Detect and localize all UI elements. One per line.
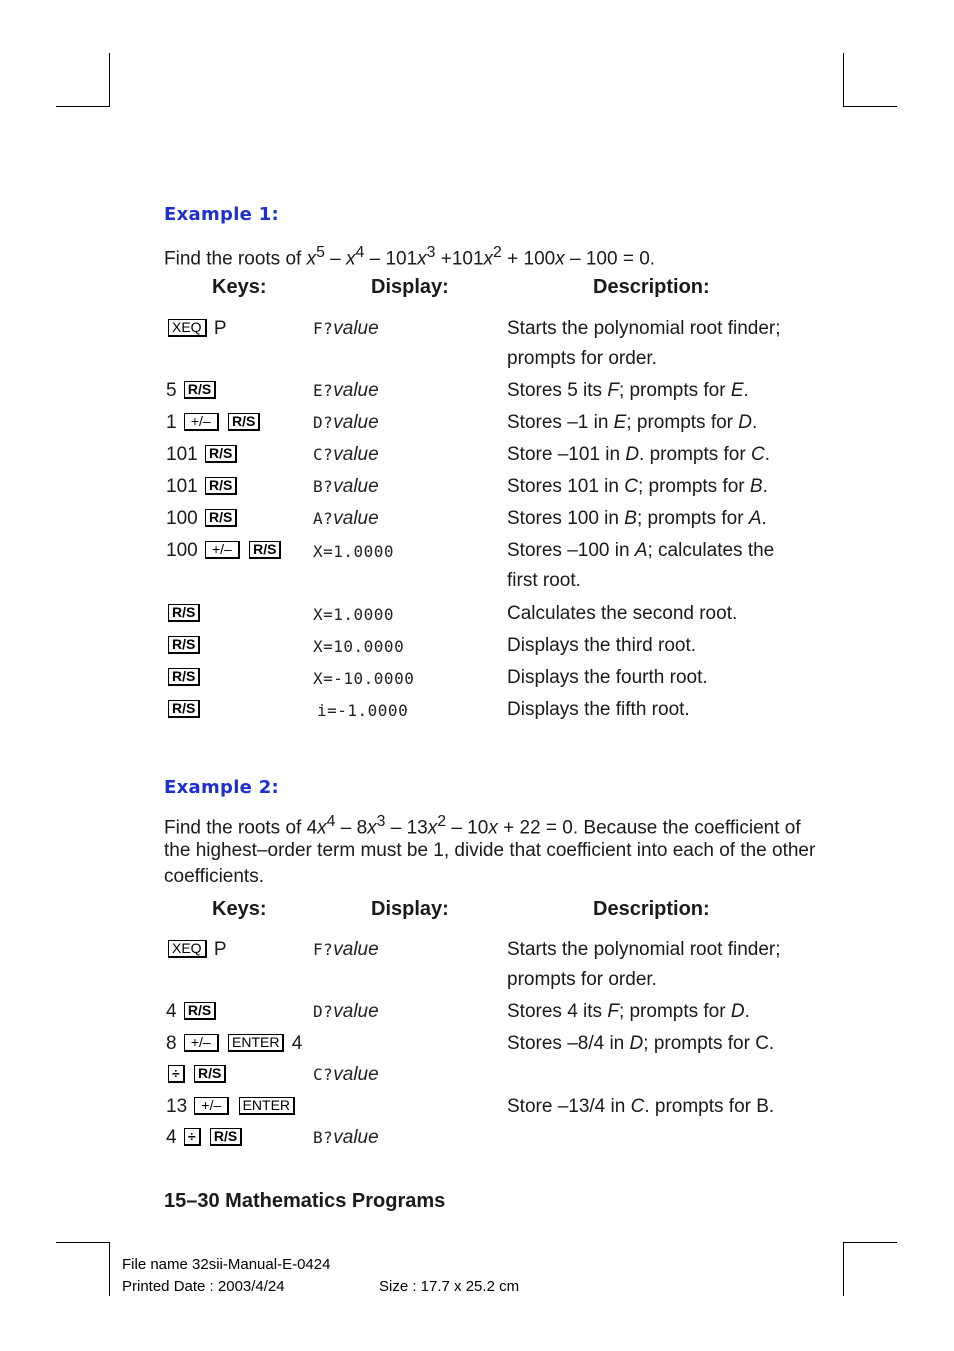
row-keys: 13 +/– ENTER (166, 1096, 297, 1118)
rs-key-icon: R/S (249, 541, 281, 559)
row-description: Calculates the second root. (507, 603, 738, 624)
example1-problem: Find the roots of $x^5 - x^4 - 101x^3 +101x^2 + 100x - 100 = 0$. (164, 244, 656, 270)
xeq-key-icon: XEQ (168, 319, 207, 337)
row-description: Stores 5 its F; prompts for E. (507, 380, 749, 401)
crop-mark (843, 106, 897, 107)
row-description: Store –13/4 in C. prompts for B. (507, 1096, 775, 1117)
display-header: Display: (371, 276, 449, 298)
enter-key-icon: ENTER (228, 1034, 284, 1052)
file-name: File name 32sii-Manual-E-0424 (122, 1256, 331, 1273)
row-description: Stores –1 in E; prompts for D. (507, 412, 758, 433)
rs-key-icon: R/S (184, 1002, 216, 1020)
row-description: prompts for order. (507, 348, 657, 369)
example2-problem: Find the roots of $4x^4 - 8x^3 - 13x^2 - 10x + 22 = 0$. Because the coefficient of (164, 813, 801, 839)
example2-problem-line: coefficients. (164, 866, 264, 887)
display-header: Display: (371, 898, 449, 920)
row-description: Displays the fifth root. (507, 699, 690, 720)
page-size: Size : 17.7 x 25.2 cm (379, 1278, 520, 1295)
row-description: Stores 101 in C; prompts for B. (507, 476, 768, 497)
row-keys: 5 R/S (166, 380, 218, 402)
row-display: B?value (313, 1127, 379, 1148)
example2-problem-line: the highest–order term must be 1, divide that coefficient into each of the other (164, 840, 816, 861)
row-description: Stores 100 in B; prompts for A. (507, 508, 767, 529)
row-keys: 100 R/S (166, 508, 239, 530)
row-description: Stores –100 in A; calculates the (507, 540, 775, 561)
rs-key-icon: R/S (168, 700, 200, 718)
example1-title: Example 1: (164, 204, 280, 225)
row-keys: 8 +/– ENTER 4 (166, 1033, 303, 1054)
rs-key-icon: R/S (210, 1128, 242, 1146)
crop-mark (109, 53, 110, 107)
enter-key-icon: ENTER (239, 1097, 295, 1115)
crop-mark (843, 1242, 897, 1243)
crop-mark (109, 1242, 110, 1296)
rs-key-icon: R/S (205, 477, 237, 495)
row-description: Starts the polynomial root finder; (507, 318, 781, 339)
description-header: Description: (593, 276, 710, 298)
row-display: B?value (313, 476, 379, 497)
crop-mark (56, 1242, 110, 1243)
keys-header: Keys: (212, 276, 267, 298)
rs-key-icon: R/S (205, 509, 237, 527)
change-sign-key-icon: +/– (194, 1097, 229, 1115)
row-keys (166, 1064, 228, 1086)
divide-key-icon: ÷ (168, 1065, 185, 1083)
example2-title: Example 2: (164, 777, 280, 798)
row-display: D?value (313, 412, 379, 433)
rs-key-icon: R/S (205, 445, 237, 463)
row-display: i=-1.0000 (317, 701, 409, 720)
row-keys: 101 R/S (166, 476, 239, 498)
row-keys: XEQ P (166, 318, 227, 340)
xeq-key-icon: XEQ (168, 940, 207, 958)
row-keys (166, 699, 202, 721)
row-description: Stores –8/4 in D; prompts for C. (507, 1033, 775, 1054)
change-sign-key-icon: +/– (184, 413, 219, 431)
row-keys (166, 667, 202, 689)
row-display: F?value (313, 939, 379, 960)
crop-mark (843, 1242, 844, 1296)
rs-key-icon: R/S (168, 668, 200, 686)
row-description: first root. (507, 570, 581, 591)
row-display: F?value (313, 318, 379, 339)
rs-key-icon: R/S (168, 604, 200, 622)
rs-key-icon: R/S (228, 413, 260, 431)
row-description: prompts for order. (507, 969, 657, 990)
row-description: Displays the fourth root. (507, 667, 708, 688)
row-description: Stores 4 its F; prompts for D. (507, 1001, 750, 1022)
crop-mark (56, 106, 110, 107)
row-display: A?value (313, 508, 379, 529)
keys-header: Keys: (212, 898, 267, 920)
row-display: C?value (313, 444, 379, 465)
change-sign-key-icon: +/– (205, 541, 240, 559)
row-description: Starts the polynomial root finder; (507, 939, 781, 960)
crop-mark (843, 53, 844, 107)
row-display: X=1.0000 (313, 605, 395, 624)
page-footer-title: 15–30 Mathematics Programs (164, 1190, 446, 1212)
rs-key-icon: R/S (168, 636, 200, 654)
row-display: X=1.0000 (313, 542, 395, 561)
row-description: Displays the third root. (507, 635, 697, 656)
rs-key-icon: R/S (184, 381, 216, 399)
divide-key-icon: ÷ (184, 1128, 201, 1146)
row-display: C?value (313, 1064, 379, 1085)
row-keys (166, 603, 202, 625)
row-keys: 1 +/– R/S (166, 412, 262, 434)
row-display: X=10.0000 (313, 637, 405, 656)
printed-date: Printed Date : 2003/4/24 (122, 1278, 285, 1295)
rs-key-icon: R/S (194, 1065, 226, 1083)
row-display: D?value (313, 1001, 379, 1022)
row-keys: XEQ P (166, 939, 227, 961)
row-keys: 100 +/– R/S (166, 540, 283, 562)
description-header: Description: (593, 898, 710, 920)
row-display: X=-10.0000 (313, 669, 415, 688)
row-keys (166, 635, 202, 657)
row-keys: 4 R/S (166, 1001, 218, 1023)
row-keys: 101 R/S (166, 444, 239, 466)
row-description: Store –101 in D. prompts for C. (507, 444, 770, 465)
row-display: E?value (313, 380, 379, 401)
row-keys: 4 ÷ R/S (166, 1127, 244, 1149)
change-sign-key-icon: +/– (184, 1034, 219, 1052)
